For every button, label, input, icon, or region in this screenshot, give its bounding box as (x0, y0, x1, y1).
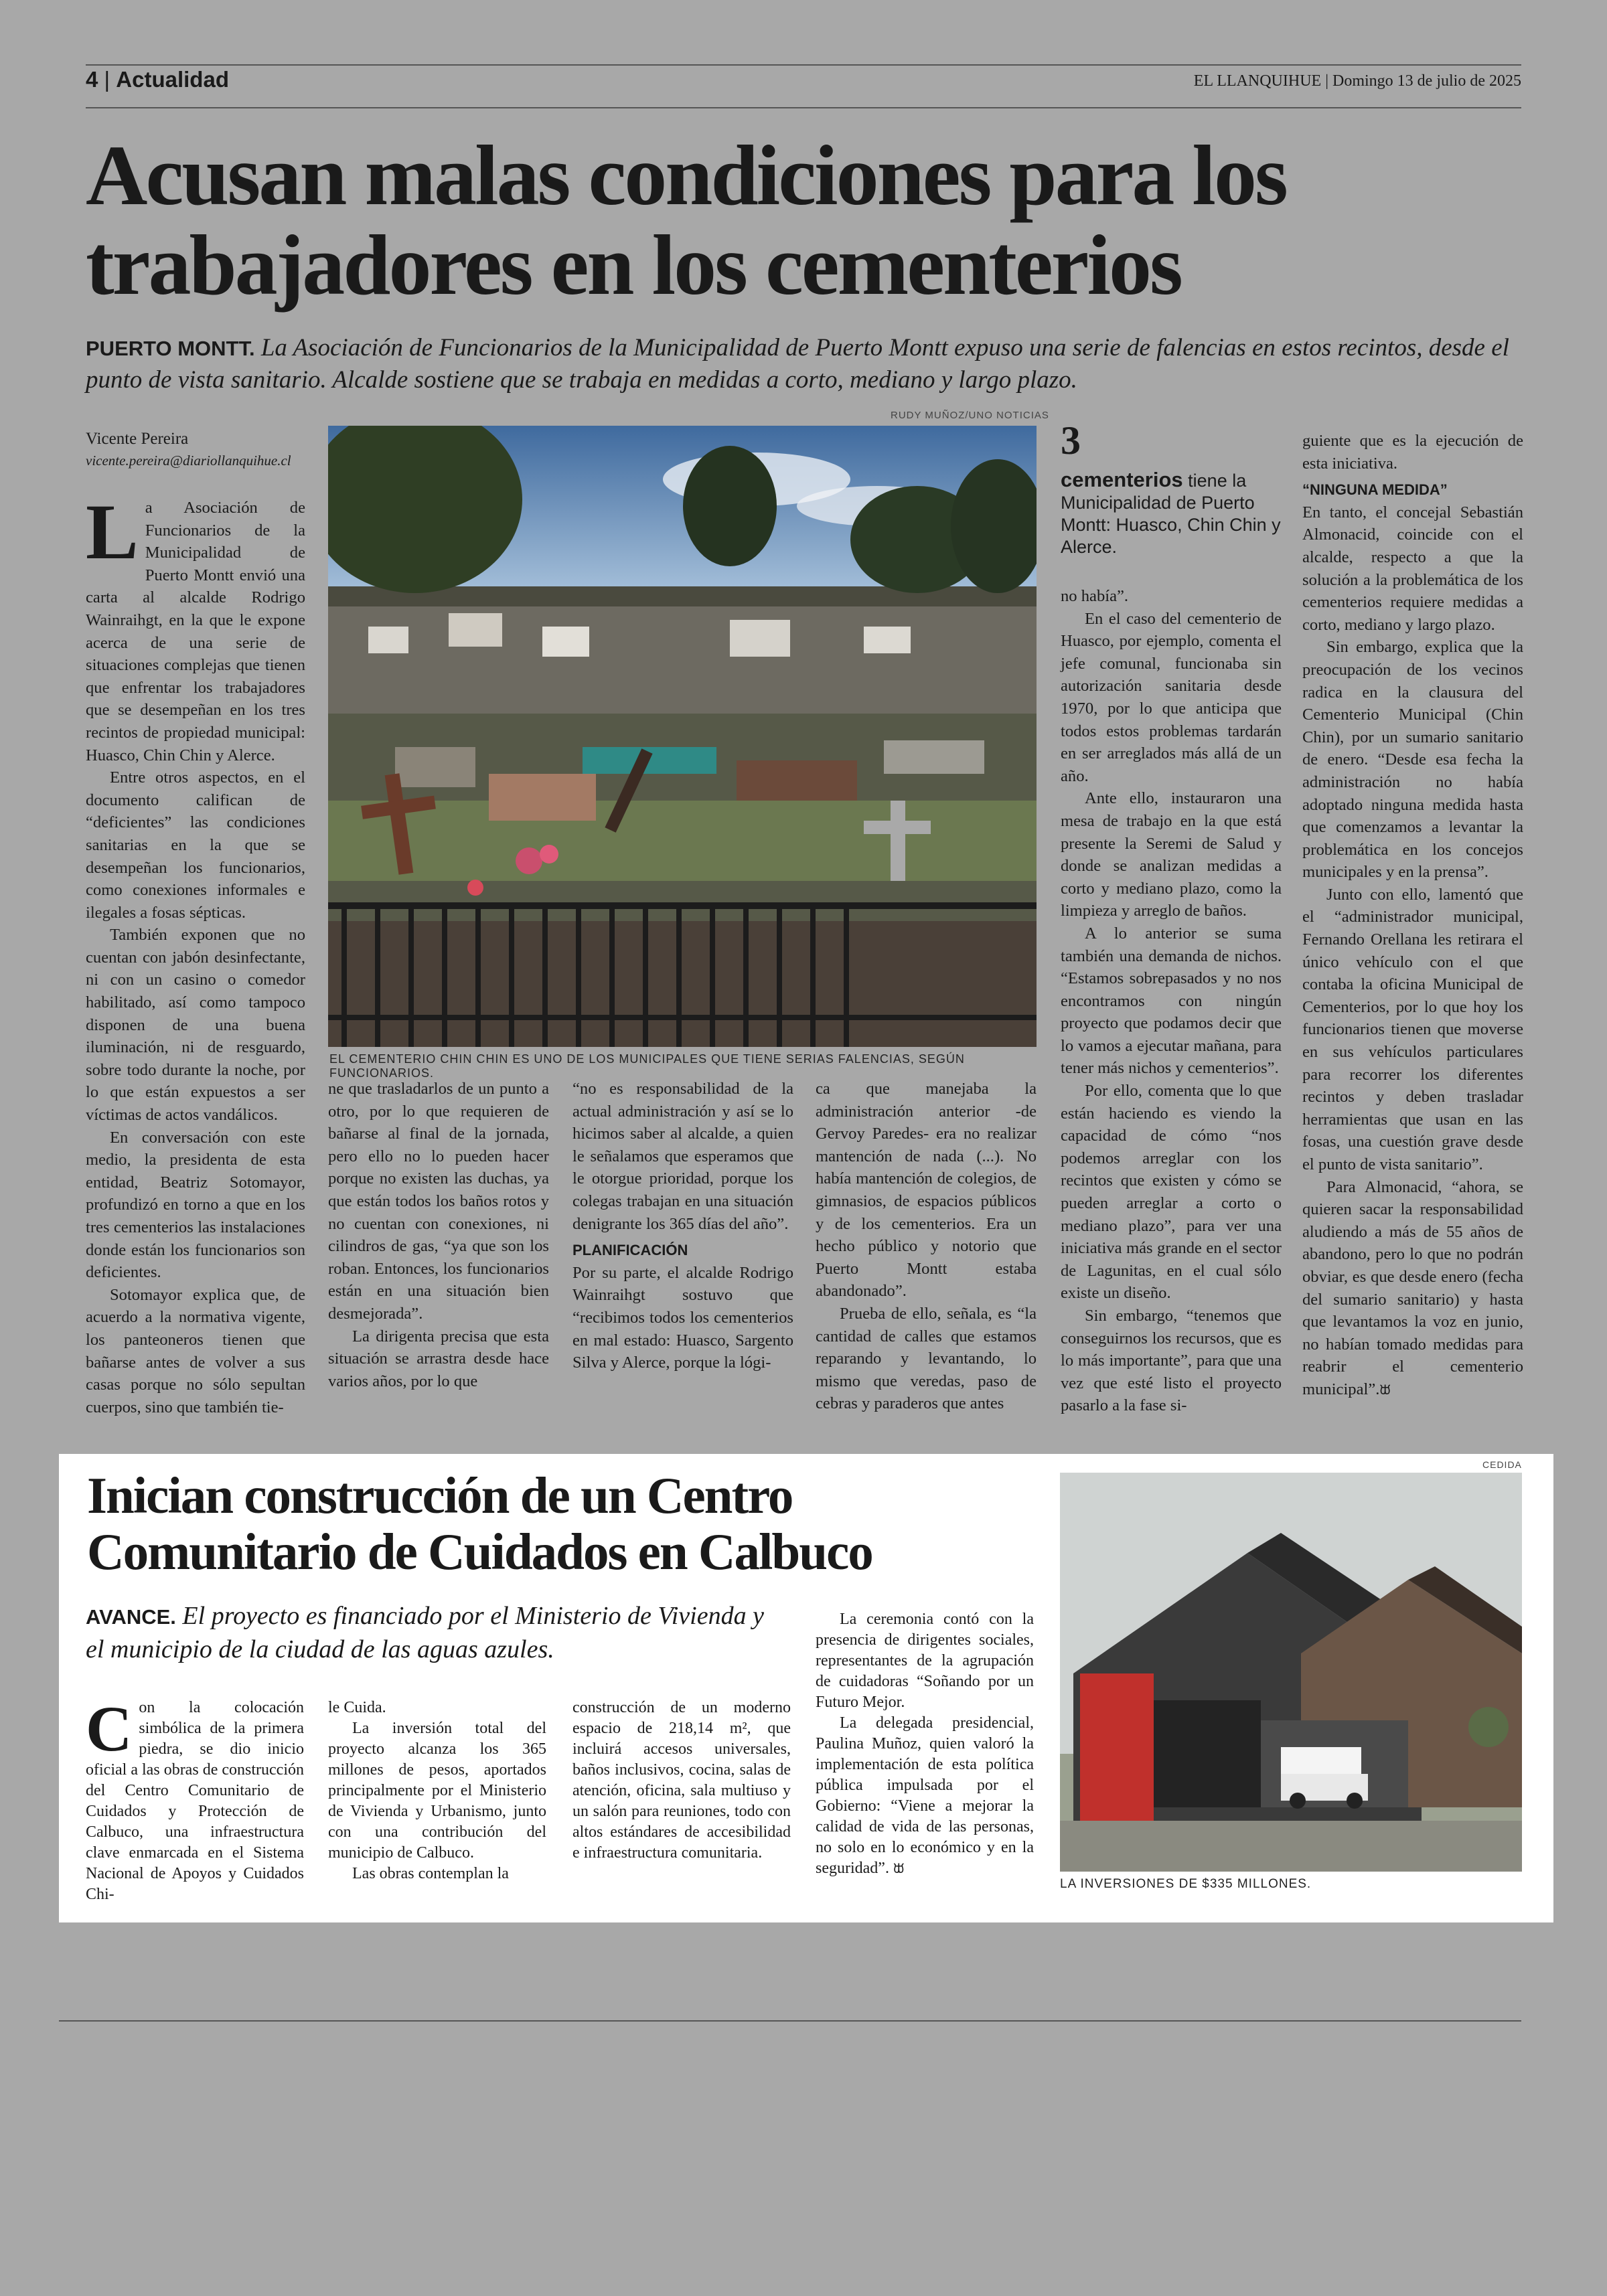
article1-column-2 (328, 1078, 549, 1392)
article1-lead (86, 332, 1519, 396)
publication-name: EL LLANQUIHUE (1193, 72, 1322, 90)
article1-column-6 (1302, 430, 1523, 1402)
article1-column-3 (572, 1078, 793, 1374)
article1-lead-text: La Asociación de Funcionarios de la Municipalidad de Puerto Montt expuso una serie de falencias en estos recintos, desde el punto de vista sanitario. Alcalde sostiene que se trabaja en medidas a corto, mediano y largo plazo. (86, 334, 1509, 394)
article2-paragraph: construcción de un moderno espacio de 218,14 m², que incluirá accesos universales, baños inclusivos, cocina, salas de atención, oficina, sala multiuso y un salón para reuniones, todo con altos estándares de accesibilidad e infraestructura comunitaria. (572, 1699, 791, 1862)
article2-paragraph: le Cuida. (328, 1699, 386, 1716)
article1-column-5 (1061, 585, 1282, 1417)
care-center-render (1060, 1473, 1522, 1872)
author-email[interactable]: vicente.pereira@diariollanquihue.cl (86, 453, 291, 469)
page-number: 4 (86, 67, 98, 92)
stat-text: tiene la Municipalidad de Puerto Montt: Huasco, Chin Chin y Alerce. (1061, 471, 1281, 557)
article1-paragraph: a Asociación de Funcionarios de la Municipalidad de Puerto Montt envió una carta al alcalde Rodrigo Wainraihgt, en la que le expone acerca de una serie de situaciones complejas que tienen que enfrentar los trabajadores que se desempeñan en los tres recintos de propiedad municipal: Huasco, Chin Chin y Alerce. (86, 499, 305, 764)
article1-subhead-ninguna-medida: “NINGUNA MEDIDA” (1302, 481, 1448, 499)
header-top-rule (86, 64, 1521, 66)
article1-paragraph: ca que manejaba la administración anterior -de Gervoy Paredes- era no realizar mantención de nada (...). No había mantención de colegios, de gimnasios, de espacios públicos y de los cementerios. Era un hecho público y notorio que Puerto Montt estaba abandonado”. (816, 1080, 1037, 1301)
section-name: Actualidad (116, 67, 229, 92)
article2-paragraph: La ceremonia contó con la presencia de dirigentes sociales, representantes de la agrupación de cuidadoras “Soñando por un Futuro Mejor. (816, 1611, 1034, 1711)
article2-headline: Inician construcción de un Centro Comunitario de Cuidados en Calbuco (87, 1467, 872, 1580)
article1-lead-kicker: PUERTO MONTT. (86, 337, 255, 360)
article2-paragraph: La delegada presidencial, Paulina Muñoz, quien valoró la implementación de esta política pública impulsada por el Gobierno: “Viene a mejorar la calidad de vida de las personas, no solo en lo económico y en la seguridad”. (816, 1714, 1034, 1877)
header-bottom-rule (86, 107, 1521, 108)
publication-header: EL LLANQUIHUE | Domingo 13 de julio de 2025 (1193, 72, 1521, 90)
article1-paragraph: En el caso del cementerio de Huasco, por ejemplo, comenta el jefe comunal, funcionaba sin autorización sanitaria desde 1970, por lo que anticipa que todos estos problemas tardarán en ser arreglados más allá de un año. (1061, 609, 1282, 785)
article1-column-4 (816, 1078, 1037, 1415)
article1-paragraph: En conversación con este medio, la presidenta de esta entidad, Beatriz Sotomayor, profundizó en torno a que en los tres cementerios las instalaciones donde están los funcionarios son deficientes. (86, 1128, 305, 1282)
article1-paragraph: También exponen que no cuentan con jabón desinfectante, ni con un casino o comedor habilitado, así como tampoco disponen de una buena iluminación, ni de resguardo, sobre todo durante la noche, por lo que están expuestos a ser víctimas de actos vandálicos. (86, 926, 305, 1125)
author-name: Vicente Pereira (86, 430, 189, 448)
publication-date: Domingo 13 de julio de 2025 (1332, 72, 1521, 90)
article1-paragraph: A lo anterior se suma también una demanda de nichos. “Estamos sobrepasados y no nos encontramos con ningún proyecto que podamos decir que lo vamos a ejecutar mañana, para tener más nichos y cementerios”. (1061, 924, 1282, 1078)
article2-paragraph: La inversión total del proyecto alcanza los 365 millones de pesos, aportados principalmente por el Ministerio de Vivienda y Urbanismo, junto con una contribución del municipio de Calbuco. (328, 1720, 546, 1862)
end-mark-icon: ᙔ (1379, 1382, 1391, 1398)
article1-dropcap: L (86, 488, 139, 576)
article2-photo-caption: LA INVERSIONES DE $335 MILLONES. (1060, 1877, 1312, 1891)
article1-paragraph: Ante ello, instauraron una mesa de trabajo en la que está presente la Seremi de Salud y donde se analizan medidas a corto y mediano plazo, como la limpieza y arreglo de baños. (1061, 789, 1282, 920)
article2-column-3 (572, 1698, 791, 1864)
page-section-header: 4 | Actualidad (86, 67, 229, 92)
article2-paragraph: on la colocación simbólica de la primera piedra, se dio inicio oficial a las obras de construcción del Centro Comunitario de Cuidados y Protección de Calbuco, una infraestructura clave enmarcada en el Sistema Nacional de Apoyos y Cuidados Chi- (86, 1699, 304, 1903)
article1-paragraph: guiente que es la ejecución de esta iniciativa. (1302, 432, 1523, 473)
building-render-illustration (1060, 1473, 1522, 1872)
article2-lead-text: El proyecto es financiado por el Ministerio de Vivienda y el municipio de la ciudad de las aguas azules. (86, 1602, 764, 1663)
stat-description (1061, 469, 1282, 558)
cemetery-illustration (328, 426, 1037, 1047)
article1-paragraph: Por su parte, el alcalde Rodrigo Wainraihgt sostuvo que “recibimos todos los cementerios en mal estado: Huasco, Sargento Silva y Alerce, porque la lógi- (572, 1263, 793, 1372)
article1-paragraph: Sotomayor explica que, de acuerdo a la normativa vigente, los panteoneros tienen que bañarse antes de volver a sus casas porque no sólo sepultan cuerpos, sino que también tie- (86, 1285, 305, 1416)
article1-paragraph: no había”. (1061, 587, 1129, 605)
article2-dropcap: C (86, 1693, 133, 1765)
article1-paragraph: Por ello, comenta que lo que están haciendo es viendo la capacidad de cómo “nos podemos arreglar con los recintos que existen y cómo se pueden arreglar a corto o mediano plazo”, para ver una iniciativa más grande en el sector de Lagunitas, en el cual sólo existe un diseño. (1061, 1082, 1282, 1303)
article2-column-1 (86, 1693, 304, 1905)
article1-paragraph: Entre otros aspectos, en el documento califican de “deficientes” las condiciones sanitarias en la que se desempeñan los funcionarios, como conexiones informales e ilegales a fosas sépticas. (86, 768, 305, 922)
article1-column-1 (86, 488, 305, 1418)
article1-paragraph: En tanto, el concejal Sebastián Almonacid, coincide con el alcalde, respecto a que la solución a la problemática de los cementerios requiere medidas a corto, mediano y largo plazo. (1302, 503, 1523, 634)
stat-bold: cementerios (1061, 468, 1183, 491)
article1-subhead-planificacion: PLANIFICACIÓN (572, 1242, 688, 1259)
article1-photo-caption: EL CEMENTERIO CHIN CHIN ES UNO DE LOS MUNICIPALES QUE TIENE SERIAS FALENCIAS, SEGÚN FUNCIONARIOS. (329, 1052, 965, 1080)
article1-paragraph: Junto con ello, lamentó que el “administrador municipal, Fernando Orellana les retirara el único vehículo con el que contaba la oficina Municipal de Cementerios, por lo que hoy los funcionarios tienen que moverse en sus vehículos particulares para recorrer los diferentes recintos y deben trasladar herramientas que usan en las fosas, una cuestión grave desde el punto de vista sanitario”. (1302, 885, 1523, 1173)
article1-paragraph: Sin embargo, explica que la preocupación de los vecinos radica en la clausura del Cementerio Municipal (Chin Chin), por un sumario sanitario de enero. “Desde esa fecha la administración no había adoptado ninguna medida hasta que comenzamos a levantar la problemática en los concejos municipales y en la prensa”. (1302, 638, 1523, 882)
article2-column-2 (328, 1698, 546, 1884)
article2-photo-credit: CEDIDA (1482, 1459, 1522, 1470)
article1-paragraph: Para Almonacid, “ahora, se quieren sacar la responsabilidad aludiendo a más de 55 años de abandono, pero lo que no podrán obviar, es que desde enero (fecha del sumario sanitario) y hasta que levantamos la voz en junio, no habían tomado medidas para reabrir el cementerio municipal”.ᙔ (1302, 1177, 1523, 1398)
article2-column-4 (816, 1609, 1034, 1880)
page-bottom-rule (59, 2020, 1521, 2022)
article1-paragraph: La dirigenta precisa que esta situación se arrastra desde hace varios años, por lo que (328, 1327, 549, 1390)
photo-credit: RUDY MUÑOZ/UNO NOTICIAS (891, 410, 1049, 421)
article1-paragraph: Sin embargo, “tenemos que conseguirnos los recursos, que es lo más importante”, para que una vez que esté listo el proyecto pasarlo a la fase si- (1061, 1307, 1282, 1415)
end-mark-icon: ᙔ (893, 1862, 905, 1876)
article1-byline (86, 428, 291, 471)
article2-paragraph: Las obras contemplan la (352, 1865, 509, 1882)
article1-paragraph: Prueba de ello, señala, es “la cantidad de calles que estamos reparando y levantando, lo mismo que veredas, paso de cebras y paraderos que antes (816, 1304, 1037, 1413)
article1-paragraph: “no es responsabilidad de la actual administración y así se lo hicimos saber al alcalde, a quien le señalamos que esperamos que le otorgue prioridad, porque los colegas trabajan en una situación denigrante los 365 días del año”. (572, 1080, 793, 1233)
article1-paragraph: ne que trasladarlos de un punto a otro, por lo que requieren de bañarse al final de la jornada, pero ello no lo pueden hacer porque no existen las duchas, ya que están todos los baños rotos y no cuentan con conexiones, ni cilindros de gas, “ya que son los roban. Entonces, los funcionarios están en una situación bien desmejorada”. (328, 1080, 549, 1323)
article1-headline: Acusan malas condiciones para los trabajadores en los cementerios (86, 128, 1286, 313)
stat-number: 3 (1061, 418, 1081, 463)
cemetery-photo (328, 426, 1037, 1047)
article2-lead (86, 1600, 782, 1665)
article2-lead-kicker: AVANCE. (86, 1605, 176, 1629)
